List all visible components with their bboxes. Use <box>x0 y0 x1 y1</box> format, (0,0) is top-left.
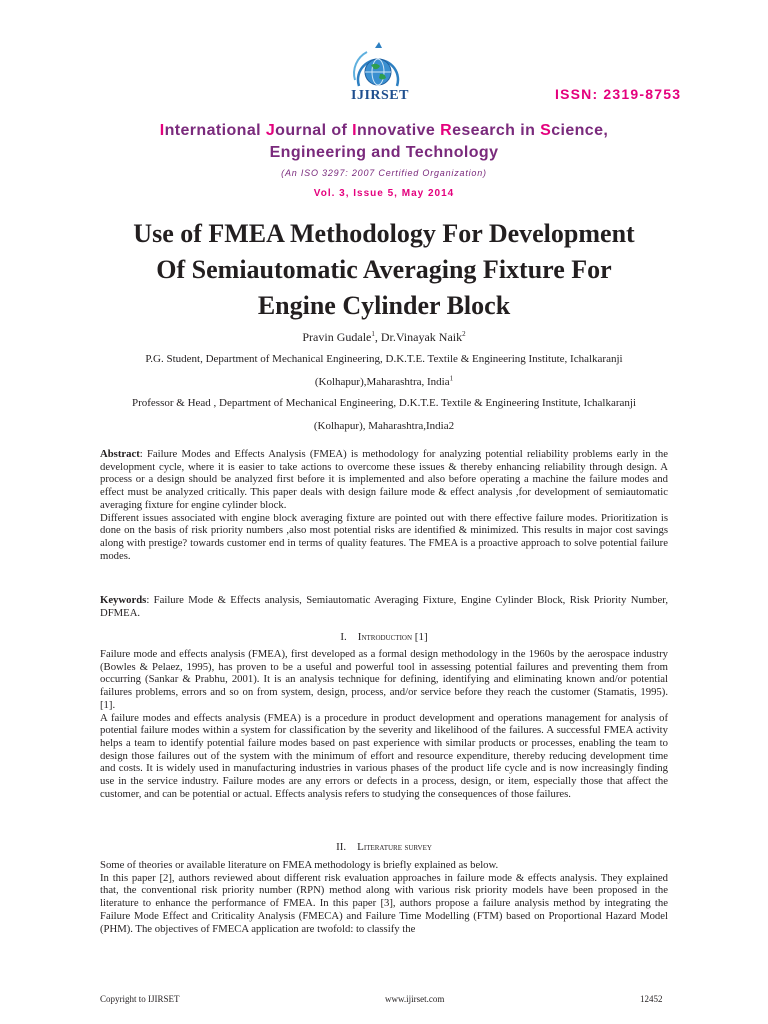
footer-url[interactable]: www.ijirset.com <box>385 994 445 1004</box>
affiliation-line: Professor & Head , Department of Mechanical Engineering, D.K.T.E. Textile & Engineering Institute, Ichalkaranji <box>131 397 637 409</box>
footer-copyright: Copyright to IJIRSET <box>100 994 180 1004</box>
issn-number: ISSN: 2319-8753 <box>555 86 682 102</box>
author-name: Pravin Gudale <box>302 330 372 344</box>
page-number: 12452 <box>640 994 663 1004</box>
affiliation-superscript: 1 <box>449 374 454 383</box>
iso-certification: (An ISO 3297: 2007 Certified Organization) <box>281 168 487 178</box>
section-number: II. <box>336 841 347 853</box>
author-superscript: 2 <box>462 330 466 338</box>
section-title-initial: L <box>357 841 364 853</box>
keywords-text: : Failure Mode & Effects analysis, Semiautomatic Averaging Fixture, Engine Cylinder Block, Risk Priority Number, DFMEA. <box>100 594 668 619</box>
author-list <box>0 330 768 345</box>
affiliation-1 <box>70 348 698 394</box>
body-paragraph: Some of theories or available literature on FMEA methodology is briefly explained as below. <box>100 859 499 871</box>
abstract-paragraph: Different issues associated with engine block averaging fixture are pointed out with there effective failure modes. Prioritization is done on the basis of risk priority numbers ,also most potential risks are identified & minimized. This results in major cost savings along with prestige? towards customer end in terms of quality features. The FMEA is a proactive approach to solve potential failure modes. <box>100 511 668 562</box>
journal-title <box>40 120 728 164</box>
introduction-body <box>100 648 668 800</box>
section-heading-literature-survey <box>0 841 768 853</box>
journal-title-line2: Engineering and Technology <box>269 144 499 161</box>
author-name: , Dr.Vinayak Naik <box>374 330 463 344</box>
volume-issue: Vol. 3, Issue 5, May 2014 <box>313 188 455 199</box>
affiliation-2 <box>70 392 698 438</box>
section-number: I. <box>340 631 347 643</box>
paper-title <box>60 216 708 324</box>
affiliation-line: (Kolhapur), Maharashtra,India2 <box>313 420 455 432</box>
section-title-rest: iterature survey <box>363 842 432 853</box>
journal-title-line1: International Journal of Innovative Research in Science, <box>159 122 609 139</box>
paper-title-line1: Use of FMEA Methodology For Development <box>133 219 635 248</box>
abstract-label: Abstract <box>100 448 140 460</box>
section-ref: [1] <box>412 631 428 643</box>
affiliation-line <box>70 371 698 394</box>
body-paragraph: In this paper [2], authors reviewed about different risk evaluation approaches in failure mode & effects analysis. They explained that, the conventional risk priority number (RPN) method along with various risk priority models have been proposed in the literature to enhance the performance of FMEA. In this paper [3], authors propose a failure analysis method by integrating the Failure Mode Effect and Criticality Analysis (FMECA) and Failure Time Modelling (FTM) based on Proportional Hazard Model (PHM). The objectives of FMECA application are twofold: to classify the <box>100 871 668 935</box>
section-title-initial: I <box>357 631 362 643</box>
literature-survey-body <box>100 859 668 935</box>
author-superscript: 1 <box>371 330 375 338</box>
affiliation-text: (Kolhapur),Maharashtra, India <box>314 376 450 388</box>
keywords-label: Keywords <box>100 594 147 606</box>
keywords-paragraph <box>100 594 668 619</box>
paper-title-line3: Engine Cylinder Block <box>257 291 511 320</box>
section-title-rest: ntroduction <box>361 632 413 643</box>
logo-text: IJIRSET <box>351 88 409 103</box>
abstract-paragraph <box>100 448 668 512</box>
keywords <box>100 594 668 619</box>
abstract <box>100 448 668 562</box>
affiliation-line: P.G. Student, Department of Mechanical Engineering, D.K.T.E. Textile & Engineering Institute, Ichalkaranji <box>145 353 623 365</box>
abstract-text: : Failure Modes and Effects Analysis (FMEA) is methodology for analyzing potential reliability problems early in the development cycle, where it is easier to take actions to overcome these issues & thereby enhancing reliability through design. A process or a design should be analyzed first before it is implemented and also before operating a machine the failure modes and effect must be analyzed critically. This paper deals with design failure mode & effect analysis ,for development of semiautomatic averaging fixture for engine cylinder block. <box>100 448 668 511</box>
body-paragraph: A failure modes and effects analysis (FMEA) is a procedure in product development and operations management for analysis of potential failure modes within a system for classification by the severity and likelihood of the failures. A successful FMEA activity helps a team to identify potential failure modes based on past experience with similar products or processes, enabling the team to design those failures out of the system with the minimum of effort and resource expenditure, thereby reducing development time and costs. It is widely used in manufacturing industries in various phases of the product life cycle and is now increasingly finding use in the service industry. Failure modes are any errors or defects in a process, design, or item, especially those that affect the customer, and can be potential or actual. Effects analysis refers to studying the consequences of those failures. <box>100 711 668 800</box>
body-paragraph: Failure mode and effects analysis (FMEA), first developed as a formal design methodology in the 1960s by the aerospace industry (Bowles & Pelaez, 1995), has proven to be a useful and powerful tool in assessing potential failures and preventing them from occurring (Sankar & Prabhu, 2001). It is an analysis technique for defining, identifying and eliminating known and/or potential failures problems, errors and so on from system, design, process, and/or service before they reach the customer (Stamatis, 1995). [1]. <box>100 648 668 711</box>
section-heading-introduction <box>0 631 768 643</box>
paper-title-line2: Of Semiautomatic Averaging Fixture For <box>156 255 612 284</box>
